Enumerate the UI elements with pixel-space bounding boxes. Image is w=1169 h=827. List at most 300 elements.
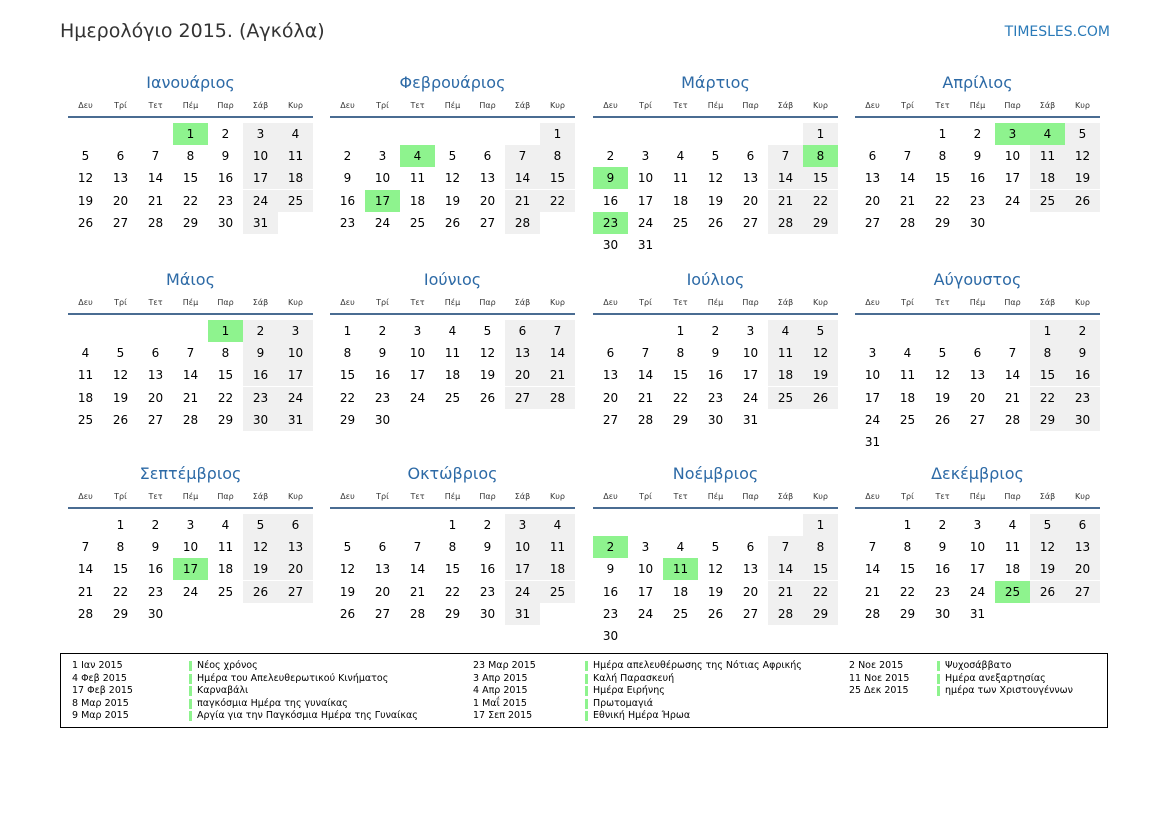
weekday-label: Πέμ	[707, 101, 724, 110]
day-cell: 24	[742, 390, 759, 405]
day-cell: 11	[77, 368, 94, 383]
weekday-label: Κυρ	[288, 298, 303, 307]
weekday-label: Τετ	[935, 298, 950, 307]
day-cell: 2	[711, 324, 720, 338]
day-cell: 20	[278, 558, 313, 580]
day-cell: 30	[147, 606, 164, 621]
day-cell: 18	[278, 167, 313, 189]
weekday-label: Τρί	[114, 298, 127, 307]
holiday-day-cell: 11	[663, 558, 698, 580]
day-cell: 13	[112, 171, 129, 186]
day-cell: 4	[221, 518, 230, 532]
day-cell: 8	[803, 536, 838, 558]
weekday-label: Δευ	[603, 101, 618, 110]
day-cell: 20	[742, 193, 759, 208]
day-cell: 3	[378, 149, 387, 164]
weekday-label: Τρί	[639, 298, 652, 307]
day-cell: 2	[1065, 320, 1100, 342]
day-cell: 3	[278, 320, 313, 342]
legend-holiday-name: παγκόσμια Ημέρα της γυναίκας	[197, 697, 348, 709]
header-rule	[855, 116, 1100, 118]
day-cell: 10	[278, 342, 313, 364]
day-cell: 13	[374, 562, 391, 577]
day-cell: 3	[641, 540, 650, 555]
weekday-label: Παρ	[1004, 298, 1021, 307]
day-cell: 19	[934, 390, 951, 405]
day-cell: 10	[374, 171, 391, 186]
day-cell: 19	[1065, 167, 1100, 189]
day-cell: 30	[217, 215, 234, 230]
day-cell: 23	[969, 193, 986, 208]
day-cell: 4	[768, 320, 803, 342]
day-cell: 26	[77, 215, 94, 230]
weekday-label: Δευ	[865, 101, 880, 110]
weekday-label: Πέμ	[444, 298, 461, 307]
weekday-label: Τρί	[901, 101, 914, 110]
day-cell: 16	[217, 171, 234, 186]
month-name: Σεπτέμβριος	[139, 464, 242, 483]
holiday-day-cell: 9	[593, 167, 628, 189]
day-cell: 21	[768, 581, 803, 603]
day-cell: 8	[448, 540, 457, 555]
header-rule	[593, 507, 838, 509]
month-name: Ιούλιος	[686, 270, 745, 289]
day-cell: 9	[606, 562, 615, 577]
day-cell: 20	[602, 390, 619, 405]
weekday-label: Δευ	[865, 492, 880, 501]
legend-marker	[937, 674, 940, 684]
weekday-label: Παρ	[1004, 101, 1021, 110]
legend-holiday-name: Ημέρα απελευθέρωσης της Νότιας Αφρικής	[593, 660, 802, 671]
day-cell: 12	[112, 368, 129, 383]
day-cell: 23	[1065, 387, 1100, 409]
header-rule	[330, 507, 575, 509]
day-cell: 16	[934, 562, 951, 577]
legend-holiday-name: Ημέρα ανεξαρτησίας	[945, 672, 1046, 684]
day-cell: 15	[339, 368, 356, 383]
month-name: Μάρτιος	[681, 73, 750, 92]
weekday-label: Πέμ	[707, 298, 724, 307]
day-cell: 16	[374, 368, 391, 383]
weekday-label: Κυρ	[813, 101, 828, 110]
day-cell: 14	[864, 562, 881, 577]
day-cell: 12	[803, 342, 838, 364]
day-cell: 9	[378, 346, 387, 361]
day-cell: 19	[112, 390, 129, 405]
day-cell: 20	[742, 584, 759, 599]
weekday-label: Κυρ	[550, 298, 565, 307]
header-rule	[330, 116, 575, 118]
legend-marker	[189, 699, 192, 709]
holiday-day-cell: 3	[995, 123, 1030, 145]
day-cell: 9	[151, 540, 160, 555]
day-cell: 9	[343, 171, 352, 186]
day-cell: 21	[409, 584, 426, 599]
day-cell: 14	[505, 167, 540, 189]
day-cell: 30	[934, 606, 951, 621]
weekday-label: Δευ	[603, 492, 618, 501]
day-cell: 21	[1004, 390, 1021, 405]
day-cell: 26	[1030, 581, 1065, 603]
day-cell: 25	[444, 390, 461, 405]
day-cell: 1	[938, 127, 947, 141]
day-cell: 3	[868, 346, 877, 361]
day-cell: 18	[1030, 167, 1065, 189]
day-cell: 24	[969, 584, 986, 599]
day-cell: 15	[899, 562, 916, 577]
day-cell: 10	[742, 346, 759, 361]
day-cell: 10	[243, 145, 278, 167]
day-cell: 8	[676, 346, 685, 361]
day-cell: 6	[746, 149, 755, 164]
day-cell: 25	[409, 215, 426, 230]
day-cell: 25	[278, 190, 313, 212]
legend-holiday-name: Καλή Παρασκευή	[593, 672, 675, 684]
day-cell: 12	[444, 171, 461, 186]
day-cell: 30	[479, 606, 496, 621]
day-cell: 3	[505, 514, 540, 536]
day-cell: 16	[602, 584, 619, 599]
day-cell: 31	[505, 603, 540, 625]
weekday-label: Κυρ	[1075, 298, 1090, 307]
weekday-label: Σάβ	[252, 298, 269, 307]
day-cell: 5	[243, 514, 278, 536]
day-cell: 11	[444, 346, 461, 361]
day-cell: 13	[742, 562, 759, 577]
day-cell: 2	[221, 127, 230, 141]
weekday-label: Δευ	[78, 492, 93, 501]
weekday-label: Σάβ	[514, 101, 531, 110]
day-cell: 14	[768, 167, 803, 189]
day-cell: 28	[768, 212, 803, 234]
header-rule	[68, 116, 313, 118]
day-cell: 26	[707, 606, 724, 621]
day-cell: 13	[864, 171, 881, 186]
holiday-day-cell: 23	[593, 212, 628, 234]
day-cell: 29	[803, 603, 838, 625]
day-cell: 24	[637, 215, 654, 230]
weekday-label: Παρ	[742, 492, 759, 501]
legend-holiday-name: Ψυχοσάββατο	[945, 660, 1012, 671]
legend-date: 1 Μαΐ 2015	[473, 697, 527, 709]
day-cell: 24	[182, 584, 199, 599]
weekday-label: Παρ	[217, 492, 234, 501]
day-cell: 6	[483, 149, 492, 164]
day-cell: 29	[339, 412, 356, 427]
day-cell: 22	[217, 390, 234, 405]
day-cell: 11	[1004, 540, 1021, 555]
day-cell: 2	[606, 149, 615, 164]
day-cell: 29	[899, 606, 916, 621]
legend-marker	[189, 661, 192, 671]
day-cell: 17	[864, 390, 881, 405]
weekday-label: Κυρ	[550, 101, 565, 110]
day-cell: 29	[803, 212, 838, 234]
weekday-label: Πέμ	[182, 101, 199, 110]
day-cell: 23	[147, 584, 164, 599]
day-cell: 16	[707, 368, 724, 383]
day-cell: 23	[374, 390, 391, 405]
header-rule	[855, 313, 1100, 315]
day-cell: 15	[672, 368, 689, 383]
day-cell: 5	[711, 149, 720, 164]
weekday-label: Παρ	[742, 298, 759, 307]
month-name: Δεκέμβριος	[931, 464, 1024, 483]
day-cell: 13	[1065, 536, 1100, 558]
weekday-label: Σάβ	[1039, 101, 1056, 110]
day-cell: 21	[77, 584, 94, 599]
day-cell: 26	[707, 215, 724, 230]
day-cell: 30	[374, 412, 391, 427]
weekday-label: Πέμ	[182, 298, 199, 307]
day-cell: 5	[448, 149, 457, 164]
day-cell: 25	[672, 606, 689, 621]
day-cell: 13	[602, 368, 619, 383]
legend-holiday-name: ημέρα των Χριστουγέννων	[945, 685, 1073, 696]
day-cell: 9	[973, 149, 982, 164]
day-cell: 26	[479, 390, 496, 405]
day-cell: 2	[243, 320, 278, 342]
day-cell: 6	[505, 320, 540, 342]
day-cell: 5	[803, 320, 838, 342]
holiday-day-cell: 4	[400, 145, 435, 167]
day-cell: 8	[1030, 342, 1065, 364]
day-cell: 30	[243, 409, 278, 431]
weekday-label: Πέμ	[969, 492, 986, 501]
day-cell: 14	[637, 368, 654, 383]
day-cell: 15	[1030, 364, 1065, 386]
day-cell: 12	[77, 171, 94, 186]
day-cell: 22	[540, 190, 575, 212]
legend-holiday-name: Εθνική Ημέρα Ήρωα	[593, 710, 691, 721]
day-cell: 1	[116, 518, 125, 532]
weekday-label: Τετ	[935, 492, 950, 501]
day-cell: 29	[672, 412, 689, 427]
day-cell: 22	[672, 390, 689, 405]
day-cell: 15	[112, 562, 129, 577]
day-cell: 9	[711, 346, 720, 361]
day-cell: 6	[606, 346, 615, 361]
day-cell: 13	[278, 536, 313, 558]
day-cell: 16	[243, 364, 278, 386]
day-cell: 28	[864, 606, 881, 621]
day-cell: 17	[637, 193, 654, 208]
weekday-label: Τρί	[114, 101, 127, 110]
day-cell: 1	[676, 324, 685, 338]
weekday-label: Σάβ	[777, 101, 794, 110]
day-cell: 27	[112, 215, 129, 230]
day-cell: 24	[409, 390, 426, 405]
day-cell: 2	[483, 518, 492, 532]
day-cell: 6	[116, 149, 125, 164]
weekday-label: Παρ	[1004, 492, 1021, 501]
day-cell: 7	[186, 346, 195, 361]
legend-date: 1 Ιαν 2015	[72, 660, 123, 671]
weekday-label: Κυρ	[1075, 101, 1090, 110]
day-cell: 27	[505, 387, 540, 409]
day-cell: 4	[81, 346, 90, 361]
day-cell: 13	[505, 342, 540, 364]
day-cell: 18	[672, 584, 689, 599]
site-link[interactable]: TIMESLES.COM	[1004, 24, 1110, 40]
weekday-label: Τετ	[410, 492, 425, 501]
day-cell: 14	[899, 171, 916, 186]
day-cell: 4	[278, 123, 313, 145]
day-cell: 23	[217, 193, 234, 208]
holiday-day-cell: 25	[995, 581, 1030, 603]
weekday-label: Παρ	[479, 298, 496, 307]
day-cell: 26	[803, 387, 838, 409]
day-cell: 6	[278, 514, 313, 536]
day-cell: 16	[339, 193, 356, 208]
day-cell: 21	[864, 584, 881, 599]
page-title: Ημερολόγιο 2015. (Αγκόλα)	[60, 20, 325, 42]
day-cell: 29	[444, 606, 461, 621]
day-cell: 31	[243, 212, 278, 234]
day-cell: 20	[969, 390, 986, 405]
day-cell: 7	[768, 145, 803, 167]
day-cell: 28	[182, 412, 199, 427]
day-cell: 9	[1065, 342, 1100, 364]
day-cell: 10	[637, 171, 654, 186]
day-cell: 3	[641, 149, 650, 164]
day-cell: 27	[278, 581, 313, 603]
day-cell: 15	[444, 562, 461, 577]
day-cell: 8	[116, 540, 125, 555]
day-cell: 25	[899, 412, 916, 427]
weekday-label: Παρ	[479, 492, 496, 501]
day-cell: 10	[182, 540, 199, 555]
header-rule	[330, 313, 575, 315]
day-cell: 19	[803, 364, 838, 386]
day-cell: 17	[409, 368, 426, 383]
day-cell: 19	[1030, 558, 1065, 580]
weekday-label: Σάβ	[777, 492, 794, 501]
day-cell: 14	[182, 368, 199, 383]
day-cell: 5	[1030, 514, 1065, 536]
day-cell: 7	[768, 536, 803, 558]
day-cell: 17	[637, 584, 654, 599]
weekday-label: Τετ	[410, 101, 425, 110]
weekday-label: Σάβ	[514, 492, 531, 501]
day-cell: 5	[711, 540, 720, 555]
day-cell: 30	[707, 412, 724, 427]
day-cell: 26	[339, 606, 356, 621]
day-cell: 22	[182, 193, 199, 208]
day-cell: 7	[641, 346, 650, 361]
day-cell: 20	[864, 193, 881, 208]
legend-marker	[189, 674, 192, 684]
day-cell: 13	[969, 368, 986, 383]
day-cell: 5	[343, 540, 352, 555]
legend-marker	[585, 674, 588, 684]
legend-date: 4 Φεβ 2015	[72, 672, 127, 684]
day-cell: 14	[1004, 368, 1021, 383]
day-cell: 27	[1065, 581, 1100, 603]
day-cell: 12	[339, 562, 356, 577]
month-name: Απρίλιος	[942, 73, 1013, 92]
day-cell: 8	[221, 346, 230, 361]
month-name: Αύγουστος	[933, 270, 1022, 289]
weekday-label: Τρί	[376, 492, 389, 501]
header-rule	[593, 116, 838, 118]
day-cell: 23	[339, 215, 356, 230]
day-cell: 5	[116, 346, 125, 361]
day-cell: 12	[1030, 536, 1065, 558]
day-cell: 12	[707, 562, 724, 577]
weekday-label: Τετ	[148, 101, 163, 110]
holiday-day-cell: 4	[1030, 123, 1065, 145]
day-cell: 9	[243, 342, 278, 364]
day-cell: 6	[1065, 514, 1100, 536]
day-cell: 22	[803, 190, 838, 212]
legend-date: 8 Μαρ 2015	[72, 697, 129, 709]
day-cell: 27	[147, 412, 164, 427]
legend-holiday-name: Νέος χρόνος	[197, 660, 258, 671]
day-cell: 16	[1065, 364, 1100, 386]
day-cell: 24	[864, 412, 881, 427]
day-cell: 31	[742, 412, 759, 427]
day-cell: 20	[147, 390, 164, 405]
month-name: Νοέμβριος	[672, 464, 759, 483]
day-cell: 8	[186, 149, 195, 164]
weekday-label: Παρ	[479, 101, 496, 110]
day-cell: 12	[707, 171, 724, 186]
day-cell: 6	[868, 149, 877, 164]
day-cell: 18	[672, 193, 689, 208]
day-cell: 11	[409, 171, 426, 186]
legend-date: 23 Μαρ 2015	[473, 660, 536, 671]
day-cell: 15	[540, 167, 575, 189]
day-cell: 24	[637, 606, 654, 621]
day-cell: 26	[444, 215, 461, 230]
day-cell: 25	[1030, 190, 1065, 212]
header-rule	[593, 313, 838, 315]
weekday-label: Πέμ	[182, 492, 199, 501]
day-cell: 11	[540, 536, 575, 558]
day-cell: 12	[934, 368, 951, 383]
day-cell: 17	[742, 368, 759, 383]
legend-marker	[585, 661, 588, 671]
day-cell: 22	[899, 584, 916, 599]
day-cell: 17	[243, 167, 278, 189]
day-cell: 16	[969, 171, 986, 186]
day-cell: 31	[864, 435, 881, 449]
day-cell: 22	[1030, 387, 1065, 409]
header-rule	[855, 507, 1100, 509]
day-cell: 4	[448, 324, 457, 338]
day-cell: 18	[217, 562, 234, 577]
day-cell: 11	[1030, 145, 1065, 167]
legend-date: 25 Δεκ 2015	[849, 685, 909, 696]
month-name: Μάιος	[166, 270, 215, 289]
day-cell: 15	[182, 171, 199, 186]
day-cell: 1	[903, 518, 912, 532]
day-cell: 6	[151, 346, 160, 361]
day-cell: 22	[934, 193, 951, 208]
day-cell: 20	[505, 364, 540, 386]
legend-date: 3 Απρ 2015	[473, 672, 528, 684]
weekday-label: Σάβ	[1039, 298, 1056, 307]
weekday-label: Τετ	[148, 298, 163, 307]
weekday-label: Τρί	[901, 492, 914, 501]
weekday-label: Σάβ	[1039, 492, 1056, 501]
day-cell: 26	[243, 581, 278, 603]
day-cell: 19	[243, 558, 278, 580]
day-cell: 20	[374, 584, 391, 599]
day-cell: 18	[444, 368, 461, 383]
day-cell: 21	[147, 193, 164, 208]
